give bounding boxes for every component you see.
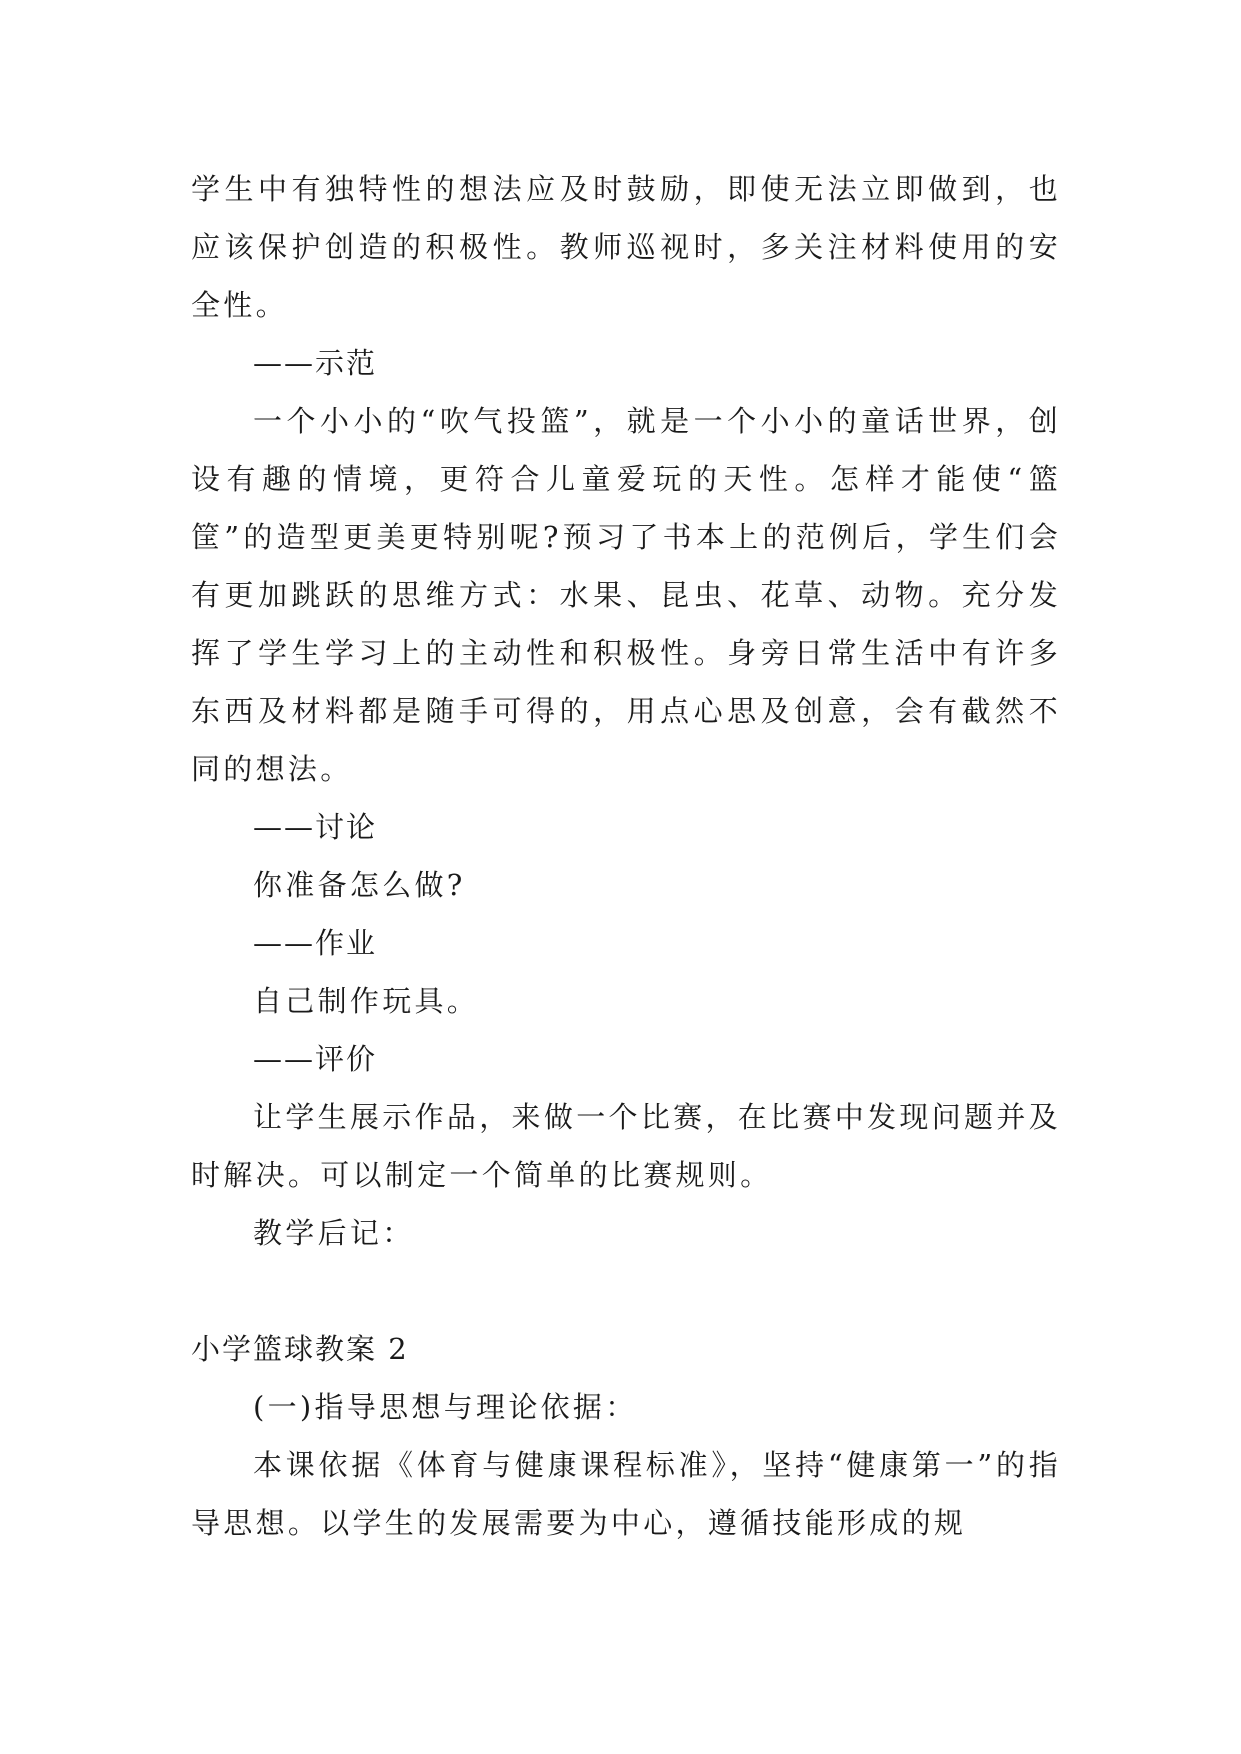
paragraph-encourage: 学生中有独特性的想法应及时鼓励，即使无法立即做到，也应该保护创造的积极性。教师巡视时，多关注材料使用的安全性。	[191, 172, 1061, 322]
paragraph-guiding: 本课依据《体育与健康课程标准》，坚持“健康第一”的指导思想。以学生的发展需要为中心，遵循技能形成的规	[191, 1448, 1061, 1540]
section-homework-heading: ——作业	[253, 926, 378, 960]
paragraph-guiding-heading: (一)指导思想与理论依据：	[253, 1390, 638, 1424]
section-eval-heading: ——评价	[253, 1042, 378, 1076]
paragraph-demo: 一个小小的“吹气投篮”，就是一个小小的童话世界，创设有趣的情境，更符合儿童爱玩的天性。怎样才能使“篮筐”的造型更美更特别呢?预习了书本上的范例后，学生们会有更加跳跃的思维方式：水果、昆虫、花草、动物。充分发挥了学生学习上的主动性和积极性。身旁日常生活中有许多东西及材料都是随手可得的，用点心思及创意，会有截然不同的想法。	[191, 404, 1061, 786]
document-body	[191, 160, 1061, 1552]
section-discuss-heading: ——讨论	[253, 810, 378, 844]
paragraph-discuss: 你准备怎么做?	[253, 868, 466, 902]
paragraph-postscript: 教学后记：	[253, 1216, 415, 1250]
section-demo-heading: ——示范	[253, 346, 378, 380]
paragraph-homework: 自己制作玩具。	[253, 984, 480, 1018]
paragraph-eval: 让学生展示作品，来做一个比赛，在比赛中发现问题并及时解决。可以制定一个简单的比赛规则。	[191, 1100, 1061, 1192]
spacer	[191, 1262, 1061, 1320]
lesson-plan-title: 小学篮球教案 2	[191, 1332, 409, 1366]
